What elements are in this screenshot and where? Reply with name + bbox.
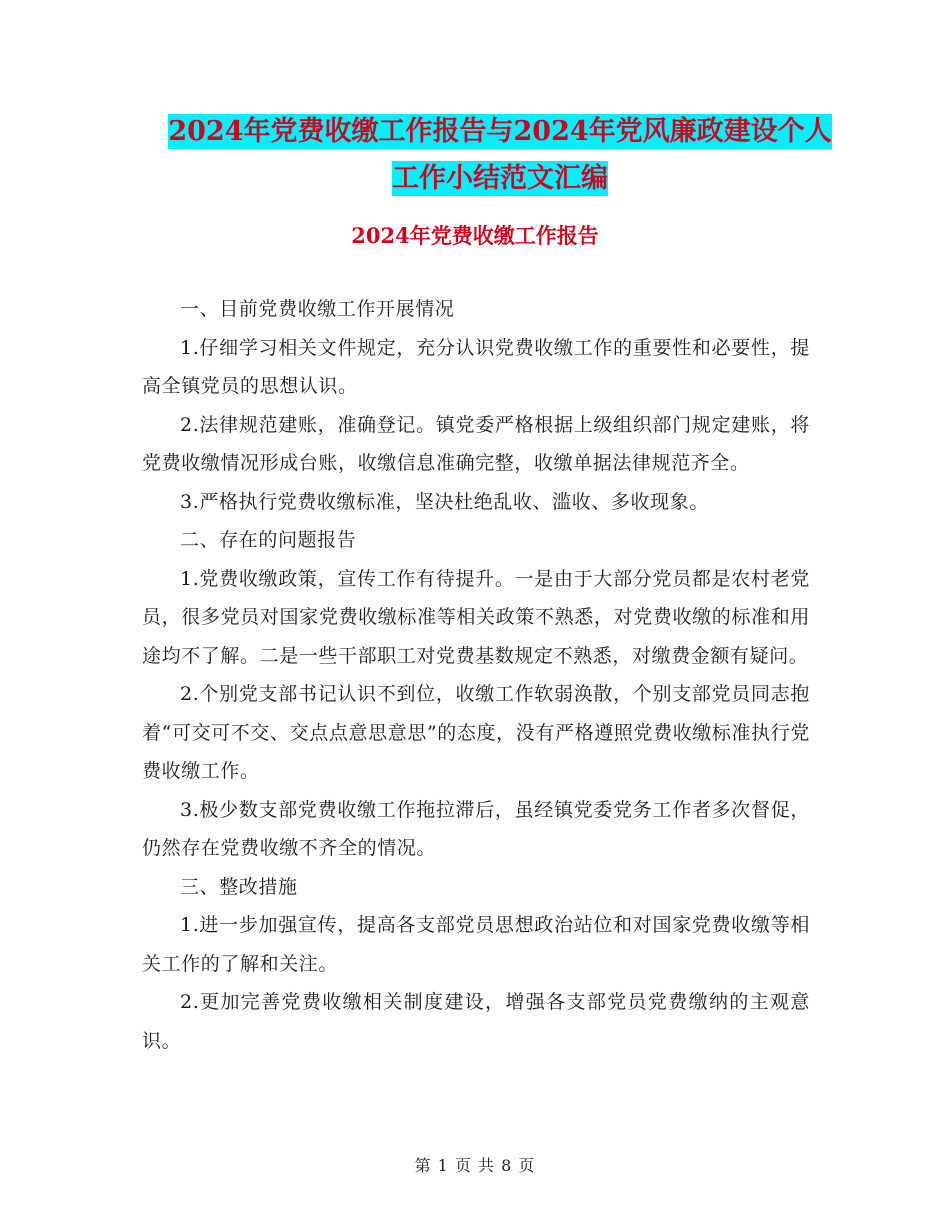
document-body xyxy=(142,290,810,1060)
paragraph: 1.党费收缴政策，宣传工作有待提升。一是由于大部分党员都是农村老党员，很多党员对国家党费收缴标准等相关政策不熟悉，对党费收缴的标准和用途均不了解。二是一些干部职工对党费基数规定不熟悉，对缴费金额有疑问。 xyxy=(142,567,810,667)
title-line-2: 工作小结范文汇编 xyxy=(392,163,608,194)
paragraph: 2.更加完善党费收缴相关制度建设，增强各支部党员党费缴纳的主观意识。 xyxy=(142,991,810,1052)
paragraph: 1.进一步加强宣传，提高各支部党员思想政治站位和对国家党费收缴等相关工作的了解和关注。 xyxy=(142,914,810,975)
paragraph: 2.个别党支部书记认识不到位，收缴工作软弱涣散，个别支部党员同志抱着“可交可不交、交点点意思意思”的态度，没有严格遵照党费收缴标准执行党费收缴工作。 xyxy=(142,683,810,782)
section-title: 2024年党费收缴工作报告 xyxy=(351,223,599,248)
paragraph: 3.极少数支部党费收缴工作拖拉滞后，虽经镇党委党务工作者多次督促，仍然存在党费收缴不齐全的情况。 xyxy=(142,798,810,859)
paragraph: 1.仔细学习相关文件规定，充分认识党费收缴工作的重要性和必要性，提高全镇党员的思想认识。 xyxy=(142,336,810,397)
page-number: 第 1 页 共 8 页 xyxy=(414,1156,536,1175)
paragraph: 2.法律规范建账，准确登记。镇党委严格根据上级组织部门规定建账，将党费收缴情况形成台账，收缴信息准确完整，收缴单据法律规范齐全。 xyxy=(142,413,810,474)
heading-1: 一、目前党费收缴工作开展情况 xyxy=(180,298,455,320)
title-line-1: 2024年党费收缴工作报告与2024年党风廉政建设个人 xyxy=(168,116,832,147)
paragraph: 3.严格执行党费收缴标准，坚决杜绝乱收、滥收、多收现象。 xyxy=(180,490,709,513)
document-title xyxy=(120,108,880,202)
heading-3: 三、整改措施 xyxy=(180,875,298,898)
heading-2: 二、存在的问题报告 xyxy=(180,529,357,551)
